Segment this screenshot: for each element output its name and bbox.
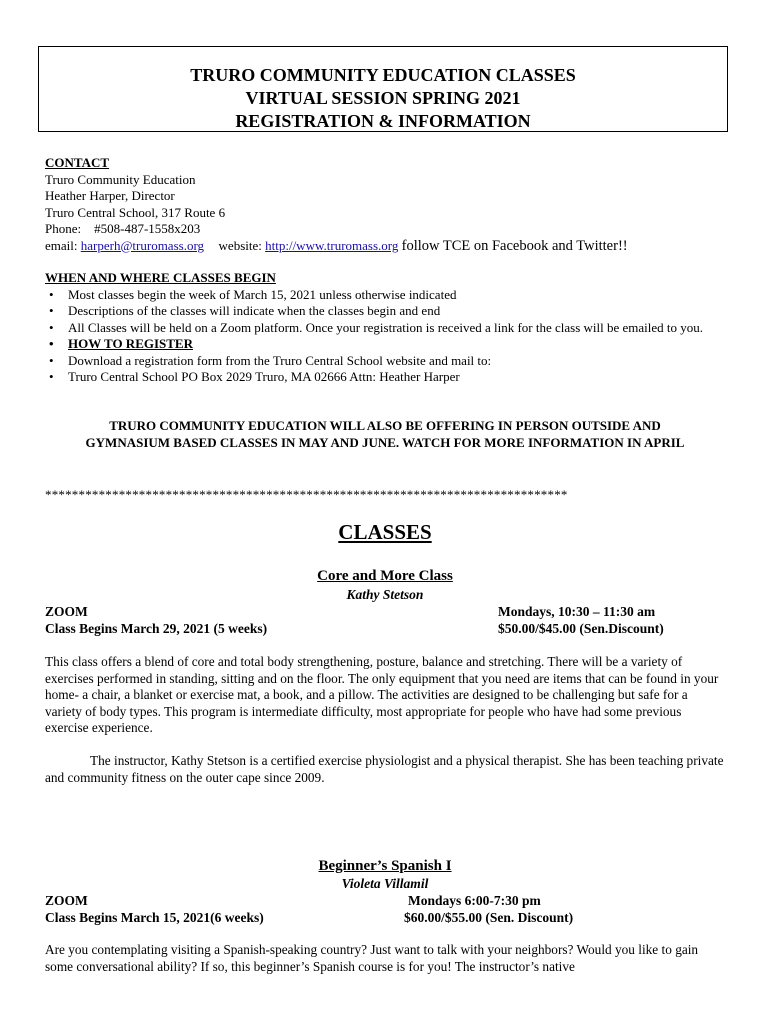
when-where-section: [45, 270, 735, 386]
class1-price: $50.00/$45.00 (Sen.Discount): [498, 621, 664, 636]
class2-instructor: Violeta Villamil: [341, 876, 429, 891]
when-where-list: [45, 287, 735, 386]
contact-org: Truro Community Education: [45, 171, 196, 187]
email-link[interactable]: harperh@truromass.org: [80, 237, 205, 253]
class2-description: Are you contemplating visiting a Spanish-speaking country? Just want to talk with your neighbors? Would you like to gain some conversational ability? If so, this beginner’s Spanish course is for you! The instructor’s native: [45, 942, 699, 974]
class1-title: Core and More Class: [317, 568, 453, 584]
list-item: • All Classes will be held on a Zoom platform. Once your registration is received a link for the class will be emailed to you.: [45, 320, 735, 337]
class2-schedule: Mondays 6:00-7:30 pm: [408, 893, 541, 908]
title-line-3: REGISTRATION & INFORMATION: [235, 111, 531, 131]
contact-section: [45, 155, 735, 254]
follow-text: follow TCE on Facebook and Twitter!!: [401, 237, 628, 254]
class2-begins: Class Begins March 15, 2021(6 weeks): [45, 910, 264, 925]
class1-description: This class offers a blend of core and total body strengthening, posture, balance and stretching. There will be a variety of exercises performed in standing, sitting and on the floor. The only equipment that you need are items that can be found in your home- a chair, a blanket or exercise mat, a book, and a pillow. The activities are designed to be challenging but safe for a variety of body types. This program is intermediate difficulty, most appropriate for people who have had some previous exercise experience.: [45, 654, 719, 735]
when-where-heading: WHEN AND WHERE CLASSES BEGIN: [45, 270, 276, 285]
contact-director: Heather Harper, Director: [45, 188, 175, 203]
website-label: website:: [218, 237, 262, 253]
class1-begins: Class Begins March 29, 2021 (5 weeks): [45, 621, 268, 636]
contact-phone: Phone: #508-487-1558x203: [45, 221, 201, 236]
list-item: • Truro Central School PO Box 2029 Truro, MA 02666 Attn: Heather Harper: [45, 369, 735, 386]
class2-title: Beginner’s Spanish I: [318, 858, 452, 874]
contact-address: Truro Central School, 317 Route 6: [45, 204, 226, 220]
classes-heading: CLASSES: [338, 520, 432, 544]
contact-heading: CONTACT: [45, 155, 110, 170]
list-item: • Descriptions of the classes will indicate when the classes begin and end: [45, 303, 735, 320]
notice-line-1: TRURO COMMUNITY EDUCATION WILL ALSO BE OFFERING IN PERSON OUTSIDE AND: [109, 418, 661, 433]
class1-instructor: Kathy Stetson: [346, 587, 424, 602]
title-box: [38, 46, 728, 132]
title-line-1: TRURO COMMUNITY EDUCATION CLASSES: [190, 65, 576, 85]
class2-platform: ZOOM: [45, 893, 88, 908]
class1-instructor-bio: The instructor, Kathy Stetson is a certified exercise physiologist and a physical therapist. She has been teaching private and community fitness on the outer cape since 2009.: [45, 753, 724, 785]
class1-platform: ZOOM: [45, 604, 88, 619]
email-label: email:: [45, 237, 78, 253]
website-link[interactable]: http://www.truromass.org: [265, 237, 399, 253]
list-item: • Download a registration form from the Truro Central School website and mail to:: [45, 353, 735, 370]
title-line-2: VIRTUAL SESSION SPRING 2021: [245, 88, 521, 108]
how-to-register-heading: • HOW TO REGISTER: [45, 336, 735, 353]
list-item: • Most classes begin the week of March 15, 2021 unless otherwise indicated: [45, 287, 735, 304]
notice-line-2: GYMNASIUM BASED CLASSES IN MAY AND JUNE. WATCH FOR MORE INFORMATION IN APRIL: [85, 435, 685, 450]
in-person-notice: [45, 417, 725, 451]
contact-email-line: [45, 238, 735, 255]
class2-price: $60.00/$55.00 (Sen. Discount): [404, 910, 574, 925]
class1-schedule: Mondays, 10:30 – 11:30 am: [498, 604, 656, 619]
separator-stars: ******************************************************************************: [45, 487, 568, 502]
